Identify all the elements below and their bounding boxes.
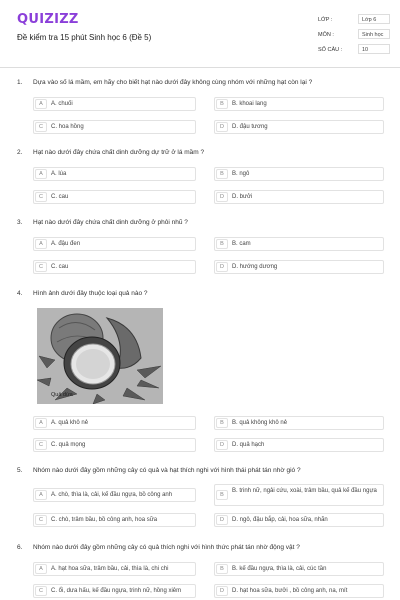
option-b[interactable] [214, 97, 384, 111]
option-text: D. đậu tương [232, 124, 268, 130]
option-key: A [35, 490, 47, 500]
option-text: C. quả mọng [51, 442, 86, 448]
option-text: B. quả không khô nẻ [232, 420, 288, 426]
option-text: C. ổi, dưa hấu, kế đầu ngựa, trinh nữ, hồng xiêm [51, 588, 182, 594]
meta-label-grade: LỚP : [318, 17, 333, 23]
header-divider [0, 67, 400, 68]
option-c[interactable] [33, 190, 196, 204]
question-text: Hạt nào dưới đây chứa chất dinh dưỡng dự trữ ở lá mầm ? [33, 149, 205, 156]
option-key: D [216, 262, 228, 272]
option-a[interactable] [33, 97, 196, 111]
option-a[interactable] [33, 488, 196, 502]
option-key: A [35, 418, 47, 428]
option-key: D [216, 440, 228, 450]
option-d[interactable] [214, 513, 384, 527]
option-text: A. chuối [51, 101, 73, 107]
option-key: B [216, 418, 228, 428]
option-a[interactable] [33, 167, 196, 181]
option-text: A. hạt hoa sữa, trâm bầu, cải, thìa là, chi chi [51, 566, 169, 572]
question-text: Nhóm nào dưới đây gồm những cây có quả thích nghi với hình thức phát tán nhờ động vật ? [33, 544, 300, 551]
option-text: A. lúa [51, 171, 67, 177]
option-key: A [35, 564, 47, 574]
coconut-image [37, 308, 163, 404]
option-key: B [216, 99, 228, 109]
meta-label-subject: MÔN : [318, 32, 334, 38]
question-number: 3. [17, 219, 23, 226]
quizizz-logo: QUIZIZZ [17, 12, 79, 27]
meta-value-count: 10 [358, 44, 390, 54]
option-c[interactable] [33, 513, 196, 527]
option-key: A [35, 239, 47, 249]
option-d[interactable] [214, 120, 384, 134]
option-b[interactable] [214, 416, 384, 430]
option-key: D [216, 122, 228, 132]
option-text: D. hạt hoa sữa, bưởi , bồ công anh, na, mít [232, 588, 348, 594]
option-key: D [216, 515, 228, 525]
option-text: B. khoai lang [232, 101, 267, 107]
option-key: B [216, 239, 228, 249]
option-text: B. ngô [232, 171, 250, 177]
option-key: D [216, 586, 228, 596]
option-key: A [35, 169, 47, 179]
option-text: D. ngô, đậu bắp, cải, hoa sữa, nhãn [232, 517, 328, 523]
question-number: 5. [17, 467, 23, 474]
meta-value-grade: Lớp 6 [358, 14, 390, 24]
question-text: Hạt nào dưới đây chứa chất dinh dưỡng ở phôi nhũ ? [33, 219, 188, 226]
question-text: Hình ảnh dưới đây thuộc loại quả nào ? [33, 290, 148, 297]
option-text: D. bưởi [232, 194, 253, 200]
meta-label-count: SỐ CÂU : [318, 47, 343, 53]
option-d[interactable] [214, 190, 384, 204]
meta-value-subject: Sinh học [358, 29, 390, 39]
option-text: A. quả khô nẻ [51, 420, 89, 426]
option-text: A. chò, thìa là, cải, kế đầu ngựa, bồ công anh [51, 492, 173, 498]
option-key: D [216, 192, 228, 202]
option-key: B [216, 169, 228, 179]
option-text: C. cau [51, 194, 69, 200]
image-caption: Quả dừa [51, 392, 73, 398]
coconut-illustration [37, 308, 163, 404]
option-a[interactable] [33, 416, 196, 430]
question-text: Dựa vào số lá mầm, em hãy cho biết hạt nào dưới đây không cùng nhóm với những hạt còn lại ? [33, 79, 313, 86]
worksheet-header [0, 0, 400, 66]
option-key: C [35, 515, 47, 525]
question-number: 1. [17, 79, 23, 86]
option-key: C [35, 122, 47, 132]
question-number: 2. [17, 149, 23, 156]
option-d[interactable] [214, 260, 384, 274]
page-title: Đề kiểm tra 15 phút Sinh học 6 (Đề 5) [17, 33, 152, 42]
option-text: C. cau [51, 264, 69, 270]
option-b[interactable] [214, 167, 384, 181]
option-text: C. chò, trâm bầu, bồ công anh, hoa sữa [51, 517, 158, 523]
option-a[interactable] [33, 237, 196, 251]
option-c[interactable] [33, 260, 196, 274]
option-a[interactable] [33, 562, 196, 576]
option-key: C [35, 262, 47, 272]
option-c[interactable] [33, 438, 196, 452]
question-number: 4. [17, 290, 23, 297]
option-text: C. hoa hồng [51, 124, 84, 130]
option-text: B. kế đầu ngựa, thìa là, cải, cúc tần [232, 566, 327, 572]
option-key: C [35, 586, 47, 596]
option-d[interactable] [214, 584, 384, 598]
question-text: Nhóm nào dưới đây gồm những cây có quả và hạt thích nghi với hình thái phát tán nhờ gió ? [33, 467, 301, 474]
option-key: A [35, 99, 47, 109]
option-key: C [35, 440, 47, 450]
option-key: B [216, 564, 228, 574]
option-key: B [216, 490, 228, 500]
option-text: D. hướng dương [232, 264, 278, 270]
option-text: B. cam [232, 241, 251, 247]
option-c[interactable] [33, 584, 196, 598]
option-text: A. đậu đen [51, 241, 81, 247]
option-text: B. trinh nữ, ngải cứu, xoài, trâm bầu, quả kế đầu ngựa [232, 488, 377, 494]
option-b[interactable] [214, 562, 384, 576]
option-b[interactable] [214, 237, 384, 251]
question-number: 6. [17, 544, 23, 551]
option-d[interactable] [214, 438, 384, 452]
option-b[interactable] [214, 484, 384, 506]
option-c[interactable] [33, 120, 196, 134]
option-key: C [35, 192, 47, 202]
option-text: D. quả hạch [232, 442, 265, 448]
